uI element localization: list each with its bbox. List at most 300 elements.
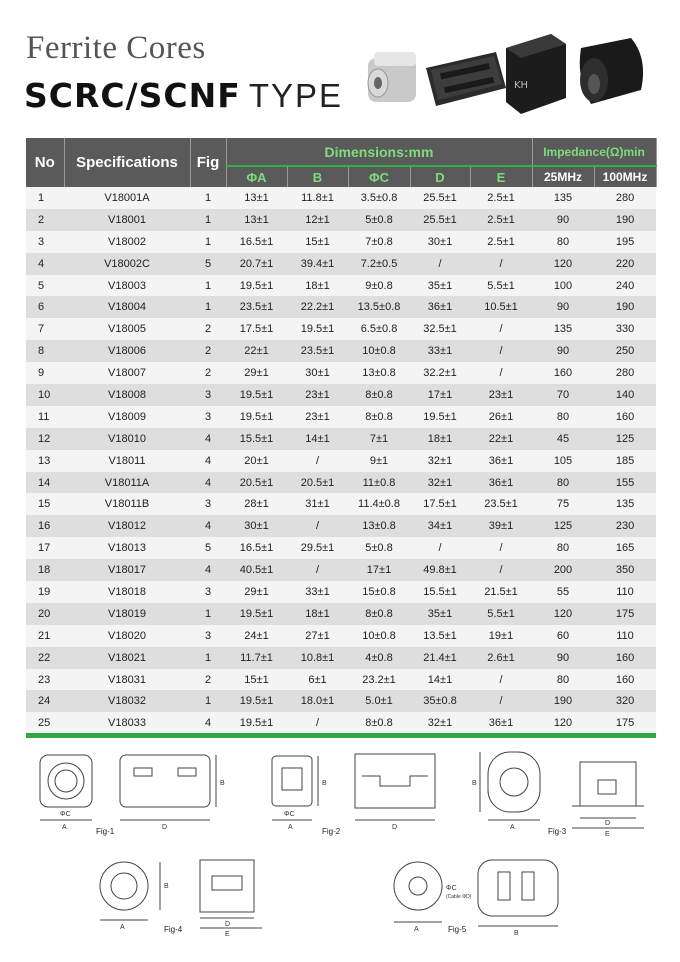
cell-fig: 2	[204, 673, 212, 686]
cell-spec: V18001A	[104, 191, 150, 204]
col-header-b: B	[287, 166, 348, 187]
cell-b: 27±1	[305, 629, 330, 642]
cell-a: 19.5±1	[239, 607, 274, 620]
table-row	[26, 559, 656, 581]
cell-spec: V18005	[108, 323, 146, 336]
cell-c: 9±1	[369, 454, 389, 467]
cell-a: 19.5±1	[239, 695, 274, 708]
cell-b: 39.4±1	[300, 257, 335, 270]
cell-spec: V18010	[108, 432, 146, 445]
col-header-no: No	[26, 138, 64, 187]
col-header-25mhz: 25MHz	[532, 166, 594, 187]
cell-e: 2.5±1	[487, 235, 515, 248]
cell-b: 18±1	[305, 607, 330, 620]
cell-z25: 190	[553, 695, 573, 708]
cell-e: 36±1	[488, 717, 514, 730]
cell-no: 17	[38, 542, 51, 555]
fig3-dim-d: D	[605, 820, 611, 827]
cell-fig: 4	[204, 454, 212, 467]
cell-z25: 125	[553, 520, 573, 533]
cell-a: 24±1	[244, 629, 269, 642]
cell-b: 15±1	[305, 235, 330, 248]
col-header-100mhz: 100MHz	[594, 166, 656, 187]
fig4-dim-b: B	[164, 883, 169, 890]
cell-d: 30±1	[427, 235, 453, 248]
col-header-c: ΦC	[348, 166, 410, 187]
cell-d: 25.5±1	[423, 213, 457, 226]
fig-3-drawing	[480, 752, 644, 828]
cell-spec: V18001	[108, 213, 146, 226]
cell-d: 32.5±1	[423, 323, 457, 336]
cell-b: /	[315, 454, 320, 467]
cell-fig: 5	[204, 542, 212, 555]
fig4-dim-e: E	[225, 931, 230, 938]
cell-c: 6.5±0.8	[360, 323, 398, 336]
cell-b: 31±1	[305, 498, 330, 511]
cell-z25: 60	[556, 629, 570, 642]
ferrite-core-grey-image	[368, 52, 416, 102]
col-header-dimensions: Dimensions:mm	[226, 138, 532, 166]
cell-fig: 3	[204, 388, 212, 401]
dimension-drawings	[0, 740, 680, 962]
cell-c: 7±0.8	[365, 235, 393, 248]
cell-no: 23	[38, 673, 51, 686]
cell-c: 8±0.8	[365, 410, 393, 423]
cell-z100: 110	[616, 629, 634, 642]
fig-4-label: Fig-4	[164, 925, 183, 934]
cell-z25: 200	[553, 564, 573, 577]
cell-spec: V18003	[108, 279, 146, 292]
table-row	[26, 493, 656, 515]
cell-no: 24	[38, 695, 51, 708]
table-row	[26, 187, 656, 209]
table-row	[26, 690, 656, 712]
ferrite-core-box-image	[506, 34, 566, 114]
svg-text:KH: KH	[514, 80, 529, 91]
fig2-dim-b: B	[322, 780, 327, 787]
cell-e: 36±1	[488, 476, 514, 489]
cell-e: /	[499, 695, 503, 708]
cell-z100: 190	[615, 301, 635, 314]
cell-a: 29±1	[244, 585, 269, 598]
cell-e: 22±1	[488, 432, 514, 445]
cell-no: 3	[38, 235, 45, 248]
col-header-e: E	[470, 166, 532, 187]
cell-c: 10±0.8	[362, 629, 396, 642]
cell-b: 10.8±1	[300, 651, 335, 664]
cell-z100: 230	[615, 520, 635, 533]
cell-z100: 175	[615, 607, 635, 620]
cell-z25: 80	[556, 235, 570, 248]
cell-no: 10	[38, 388, 51, 401]
cell-c: 7.2±0.5	[360, 257, 398, 270]
cell-spec: V18031	[108, 673, 146, 686]
table-row	[26, 625, 656, 647]
cell-z25: 135	[553, 323, 573, 336]
series-type: TYPE	[248, 77, 344, 114]
cell-spec: V18012	[108, 520, 146, 533]
cell-spec: V18002C	[104, 257, 150, 270]
table-row	[26, 537, 656, 559]
cell-b: /	[315, 564, 320, 577]
cell-z25: 160	[553, 367, 573, 380]
cell-fig: 3	[204, 629, 212, 642]
table-row	[26, 406, 656, 428]
table-row	[26, 669, 656, 691]
cell-no: 18	[38, 564, 51, 577]
cell-z100: 240	[615, 279, 635, 292]
cell-z100: 175	[615, 717, 635, 730]
cell-z25: 90	[556, 301, 570, 314]
cell-a: 19.5±1	[239, 410, 274, 423]
table-row	[26, 647, 656, 669]
cell-z25: 120	[553, 607, 573, 620]
cell-a: 11.7±1	[240, 651, 273, 664]
table-row	[26, 340, 656, 362]
cell-c: 8±0.8	[365, 607, 393, 620]
cell-spec: V18033	[108, 717, 146, 730]
cell-no: 21	[38, 629, 51, 642]
cell-c: 9±0.8	[365, 279, 393, 292]
cell-fig: 3	[204, 585, 212, 598]
cell-e: /	[499, 367, 503, 380]
cell-z100: 135	[615, 498, 635, 511]
cell-z100: 195	[615, 235, 635, 248]
cell-no: 9	[38, 367, 45, 380]
cell-c: 5.0±1	[365, 695, 393, 708]
cell-a: 16.5±1	[239, 542, 274, 555]
specification-table	[26, 138, 657, 734]
cell-b: 29.5±1	[300, 542, 335, 555]
cell-z25: 80	[556, 476, 570, 489]
cell-a: 29±1	[244, 367, 269, 380]
cell-a: 23.5±1	[239, 301, 274, 314]
fig1-dim-d: D	[162, 824, 168, 831]
cell-c: 11.4±0.8	[358, 498, 400, 511]
cell-no: 12	[38, 432, 51, 445]
cell-fig: 3	[204, 498, 212, 511]
fig2-dim-c: ΦC	[284, 811, 295, 818]
cell-no: 13	[38, 454, 51, 467]
cell-z100: 140	[615, 388, 635, 401]
cell-fig: 1	[204, 607, 212, 620]
cell-a: 15±1	[244, 673, 269, 686]
cell-d: 19.5±1	[423, 410, 457, 423]
cell-b: 6±1	[308, 673, 327, 686]
series-title	[24, 76, 343, 115]
cell-b: 14±1	[305, 432, 330, 445]
cell-fig: 3	[204, 410, 212, 423]
fig1-dim-c: ΦC	[60, 811, 71, 818]
table-row	[26, 450, 656, 472]
col-header-fig: Fig	[190, 138, 226, 187]
cell-c: 5±0.8	[365, 542, 393, 555]
cell-z25: 105	[553, 454, 573, 467]
fig2-dim-a: A	[288, 824, 293, 831]
series-name: SCRC/SCNF	[24, 76, 241, 115]
cell-d: /	[438, 257, 442, 270]
cell-c: 23.2±1	[362, 673, 396, 686]
cell-a: 20.5±1	[239, 476, 274, 489]
cell-a: 19.5±1	[239, 717, 274, 730]
cell-z100: 160	[615, 651, 635, 664]
cell-d: 49.8±1	[423, 564, 457, 577]
cell-d: 18±1	[427, 432, 453, 445]
table-row	[26, 603, 656, 625]
fig3-dim-a: A	[510, 824, 515, 831]
table-row	[26, 362, 656, 384]
cell-b: 22.2±1	[300, 301, 335, 314]
cell-fig: 4	[204, 717, 212, 730]
cell-fig: 2	[204, 345, 212, 358]
cell-b: 23±1	[305, 388, 330, 401]
cell-fig: 1	[204, 651, 212, 664]
cell-spec: V18006	[108, 345, 146, 358]
cell-spec: V18008	[108, 388, 146, 401]
cell-no: 1	[38, 191, 45, 204]
cell-e: /	[499, 564, 503, 577]
table-row	[26, 581, 656, 603]
cell-spec: V18004	[108, 301, 146, 314]
fig-4-drawing	[100, 860, 262, 928]
cell-spec: V18017	[108, 564, 146, 577]
cell-fig: 1	[204, 235, 212, 248]
cell-z100: 155	[615, 476, 635, 489]
cell-a: 30±1	[244, 520, 269, 533]
cell-z25: 100	[553, 279, 573, 292]
cell-z25: 80	[556, 410, 570, 423]
table-row	[26, 209, 656, 231]
fig2-dim-d: D	[392, 824, 398, 831]
cell-c: 13±0.8	[362, 520, 396, 533]
cell-a: 15.5±1	[239, 432, 274, 445]
table-row	[26, 296, 656, 318]
ferrite-core-open-image	[426, 52, 506, 106]
cell-a: 13±1	[244, 191, 269, 204]
cell-e: 19±1	[488, 629, 514, 642]
cell-fig: 1	[204, 213, 212, 226]
fig-3-label: Fig-3	[548, 827, 567, 836]
cell-fig: 4	[204, 520, 212, 533]
table-row	[26, 231, 656, 253]
cell-fig: 5	[204, 257, 212, 270]
cell-z100: 280	[615, 367, 635, 380]
table-row	[26, 472, 656, 494]
cell-z25: 90	[556, 213, 570, 226]
cell-e: 2.6±1	[487, 651, 515, 664]
cell-z100: 190	[615, 213, 635, 226]
col-header-impedance: Impedance(Ω)min	[532, 138, 656, 166]
cell-z25: 80	[556, 542, 570, 555]
cell-d: 32.2±1	[423, 367, 457, 380]
cell-spec: V18007	[108, 367, 146, 380]
fig5-dim-b: B	[514, 930, 519, 937]
cell-a: 13±1	[244, 213, 269, 226]
cell-no: 5	[38, 279, 45, 292]
fig5-dim-c: ΦC	[446, 885, 457, 892]
table-row	[26, 318, 656, 340]
cell-z100: 280	[615, 191, 635, 204]
table-row	[26, 428, 656, 450]
cell-z100: 350	[615, 564, 635, 577]
cell-c: 11±0.8	[362, 476, 396, 489]
table-row	[26, 384, 656, 406]
cell-no: 19	[38, 585, 51, 598]
cell-b: 12±1	[305, 213, 330, 226]
cell-no: 4	[38, 257, 45, 270]
cell-c: 17±1	[366, 564, 392, 577]
cell-b: 33±1	[305, 585, 330, 598]
cell-e: /	[499, 673, 503, 686]
cell-c: 8±0.8	[365, 388, 393, 401]
cell-spec: V18013	[108, 542, 146, 555]
fig-5-drawing	[394, 860, 558, 926]
cell-spec: V18019	[108, 607, 146, 620]
cell-z100: 160	[615, 673, 635, 686]
cell-no: 25	[38, 717, 51, 730]
cell-a: 22±1	[244, 345, 269, 358]
cell-d: 17±1	[427, 388, 453, 401]
cell-c: 3.5±0.8	[360, 191, 398, 204]
cell-e: 23±1	[488, 388, 514, 401]
cell-no: 14	[38, 476, 51, 489]
cell-d: 34±1	[427, 520, 453, 533]
cell-no: 7	[38, 323, 45, 336]
cell-d: 21.4±1	[423, 651, 457, 664]
cell-z100: 110	[616, 585, 634, 598]
cell-d: 15.5±1	[423, 585, 457, 598]
cell-e: 2.5±1	[487, 213, 515, 226]
cell-z100: 320	[615, 695, 635, 708]
cell-z25: 120	[553, 717, 573, 730]
cell-no: 15	[38, 498, 51, 511]
divider-bar	[26, 733, 656, 738]
table-row	[26, 712, 656, 734]
cell-c: 13±0.8	[362, 367, 396, 380]
fig3-dim-e: E	[605, 831, 610, 838]
cell-e: 36±1	[488, 454, 514, 467]
cell-fig: 1	[204, 301, 212, 314]
cell-z100: 165	[615, 542, 635, 555]
table-row	[26, 275, 656, 297]
cell-d: 32±1	[427, 717, 453, 730]
cell-no: 2	[38, 213, 45, 226]
cell-z25: 90	[556, 345, 570, 358]
table-body	[26, 187, 656, 734]
cell-spec: V18018	[108, 585, 146, 598]
cell-spec: V18032	[108, 695, 146, 708]
cell-d: 14±1	[427, 673, 453, 686]
cell-e: /	[499, 257, 503, 270]
cell-d: 13.5±1	[423, 629, 457, 642]
cell-spec: V18011A	[104, 476, 150, 489]
cell-z25: 135	[553, 191, 573, 204]
cell-spec: V18020	[108, 629, 146, 642]
cell-z100: 330	[615, 323, 635, 336]
cell-e: 5.5±1	[487, 279, 515, 292]
ferrite-core-round-image	[580, 38, 643, 104]
fig3-dim-b: B	[472, 780, 477, 787]
cell-d: 17.5±1	[423, 498, 457, 511]
cell-e: /	[499, 345, 503, 358]
cell-b: 30±1	[305, 367, 330, 380]
cell-c: 10±0.8	[362, 345, 396, 358]
cell-d: 35±1	[427, 607, 453, 620]
cell-z25: 80	[556, 673, 570, 686]
cell-c: 5±0.8	[365, 213, 393, 226]
cell-e: 39±1	[488, 520, 514, 533]
cell-c: 4±0.8	[365, 651, 393, 664]
cell-d: 32±1	[427, 454, 453, 467]
cell-e: 21.5±1	[484, 585, 518, 598]
cell-z25: 120	[553, 257, 573, 270]
cell-z100: 125	[615, 432, 635, 445]
fig5-dim-a: A	[414, 926, 419, 933]
cell-e: 26±1	[488, 410, 514, 423]
cell-no: 8	[38, 345, 45, 358]
cell-c: 15±0.8	[362, 585, 396, 598]
cell-no: 6	[38, 301, 45, 314]
cell-b: 11.8±1	[301, 191, 334, 204]
cell-spec: V18011B	[104, 498, 150, 511]
fig5-dim-c-note: (Cable ΦD)	[446, 894, 472, 900]
fig-2-drawing	[272, 754, 435, 820]
cell-c: 7±1	[369, 432, 389, 445]
cell-e: 2.5±1	[487, 191, 515, 204]
cell-spec: V18009	[108, 410, 146, 423]
table-row	[26, 515, 656, 537]
cell-e: /	[499, 542, 503, 555]
cell-fig: 2	[204, 367, 212, 380]
cell-no: 22	[38, 651, 51, 664]
col-header-a: ΦA	[226, 166, 287, 187]
fig4-dim-d: D	[225, 921, 231, 928]
cell-e: 5.5±1	[487, 607, 515, 620]
cell-d: 25.5±1	[423, 191, 457, 204]
cell-z100: 160	[615, 410, 635, 423]
table-row	[26, 253, 656, 275]
cell-fig: 1	[204, 191, 212, 204]
page-title: Ferrite Cores	[26, 30, 206, 66]
cell-a: 19.5±1	[239, 388, 274, 401]
fig-2-label: Fig-2	[322, 827, 341, 836]
cell-e: 23.5±1	[484, 498, 518, 511]
cell-z25: 75	[556, 498, 570, 511]
fig1-dim-b: B	[220, 780, 225, 787]
cell-b: 23.5±1	[300, 345, 335, 358]
ferrite-core-photos	[356, 28, 656, 120]
cell-d: 35±1	[427, 279, 453, 292]
fig1-dim-a: A	[62, 824, 67, 831]
cell-z100: 220	[615, 257, 635, 270]
fig-1-label: Fig-1	[96, 827, 115, 836]
cell-a: 19.5±1	[239, 279, 274, 292]
cell-z25: 45	[556, 432, 570, 445]
cell-a: 28±1	[244, 498, 269, 511]
cell-b: 18.0±1	[300, 695, 335, 708]
cell-b: 19.5±1	[300, 323, 335, 336]
cell-fig: 2	[204, 323, 212, 336]
cell-e: 10.5±1	[484, 301, 518, 314]
cell-fig: 1	[204, 695, 212, 708]
cell-c: 13.5±0.8	[357, 301, 401, 314]
cell-no: 16	[38, 520, 51, 533]
cell-b: 23±1	[305, 410, 330, 423]
cell-e: /	[499, 323, 503, 336]
fig4-dim-a: A	[120, 924, 125, 931]
cell-z25: 70	[556, 388, 570, 401]
cell-spec: V18002	[108, 235, 146, 248]
